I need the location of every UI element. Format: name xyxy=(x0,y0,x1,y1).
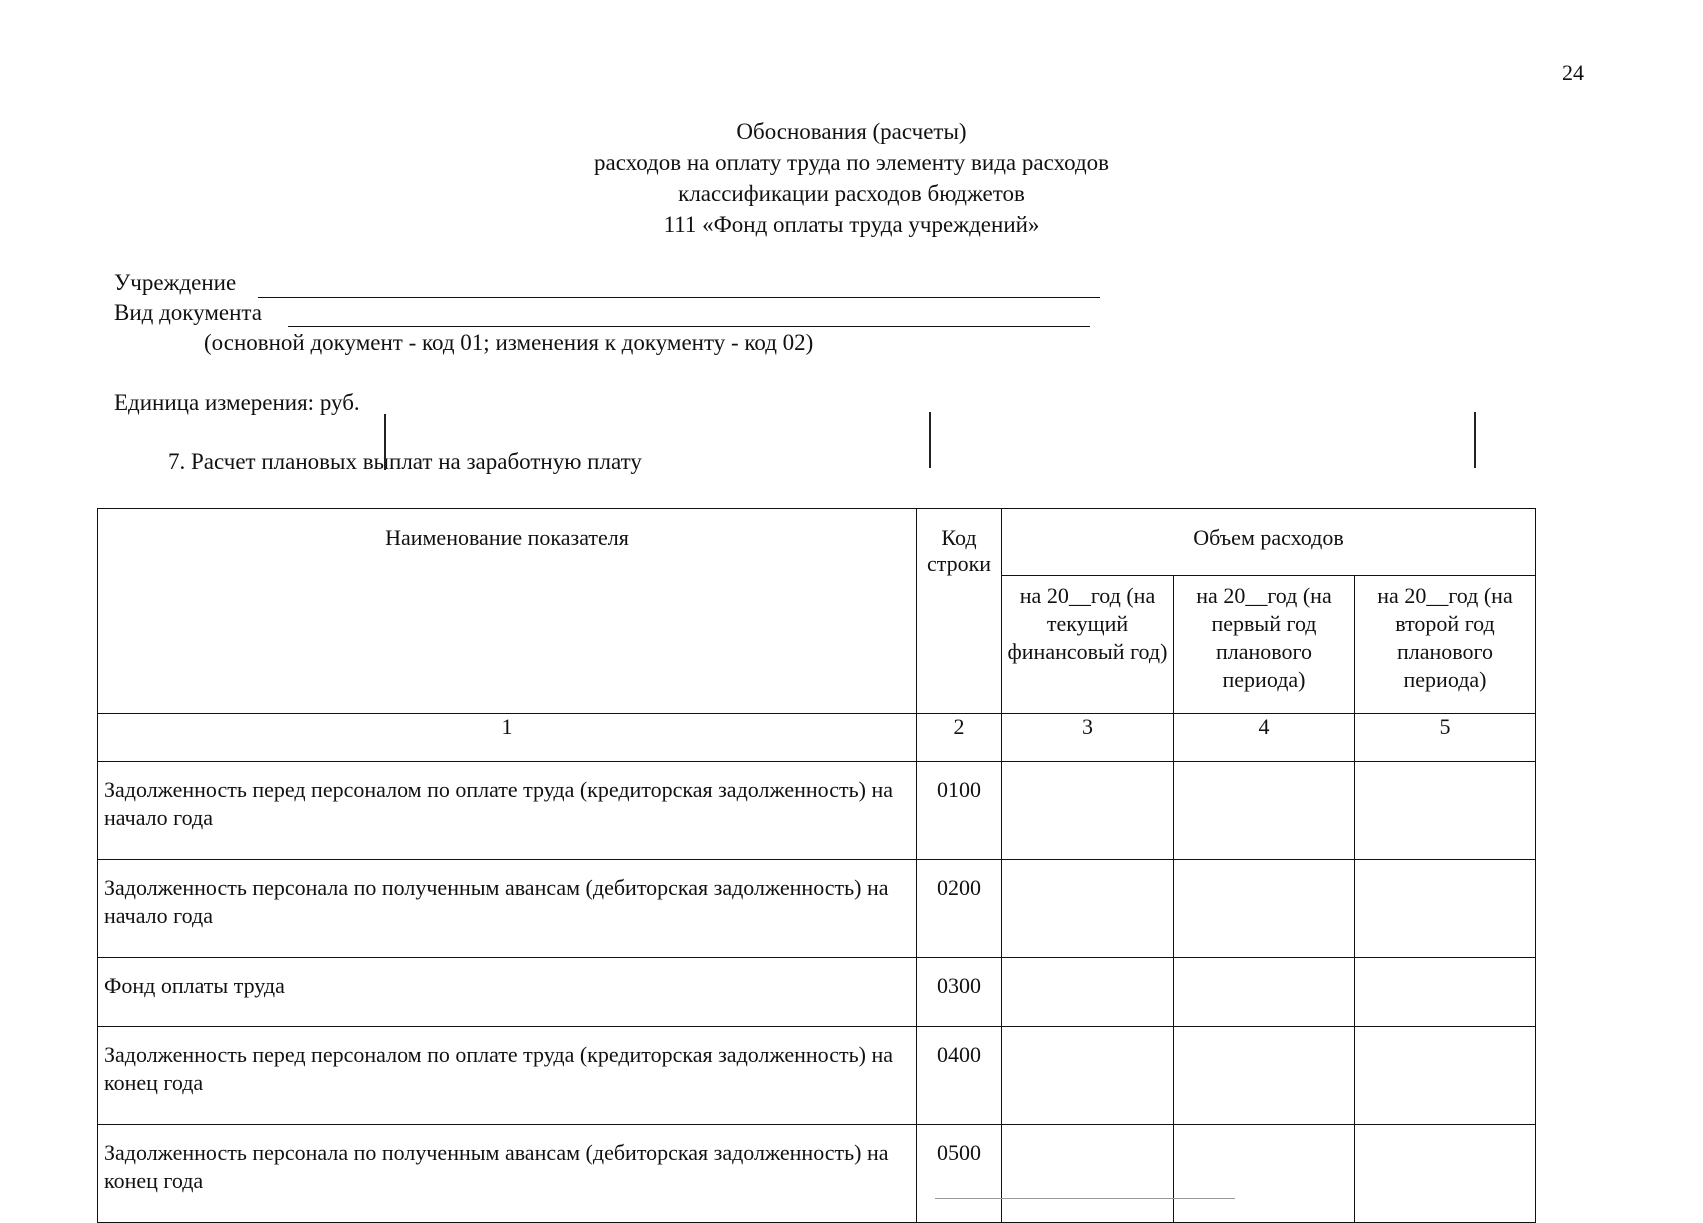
row-name: Задолженность перед персоналом по оплате труда (кредиторская задолженность) на конец года xyxy=(98,1027,917,1125)
scan-edge-line xyxy=(935,1198,1235,1199)
row-value-first-plan-year[interactable] xyxy=(1174,1027,1355,1125)
row-name: Задолженность перед персоналом по оплате труда (кредиторская задолженность) на начало года xyxy=(98,762,917,860)
row-value-second-plan-year[interactable] xyxy=(1355,860,1536,958)
row-name: Фонд оплаты труда xyxy=(98,958,917,1027)
stray-mark-1 xyxy=(384,414,386,470)
row-value-first-plan-year[interactable] xyxy=(1174,762,1355,860)
row-value-second-plan-year[interactable] xyxy=(1355,1125,1536,1223)
row-value-current-year[interactable] xyxy=(1002,958,1174,1027)
unit-label: Единица измерения: руб. xyxy=(114,390,360,415)
table-row xyxy=(98,1125,1536,1223)
table-row xyxy=(98,860,1536,958)
institution-underline xyxy=(258,297,1100,298)
row-code: 0300 xyxy=(917,958,1002,1027)
row-value-current-year[interactable] xyxy=(1002,1027,1174,1125)
doc-type-label: Вид документа xyxy=(114,300,262,325)
header-col4: на 20__год (на первый год планового периода) xyxy=(1174,576,1355,714)
column-number-2: 2 xyxy=(917,714,1002,762)
row-value-current-year[interactable] xyxy=(1002,1125,1174,1223)
title-line-1: Обоснования (расчеты) xyxy=(736,119,967,144)
expense-table xyxy=(97,508,1536,1223)
header-name: Наименование показателя xyxy=(98,509,917,714)
row-code: 0500 xyxy=(917,1125,1002,1223)
row-name: Задолженность персонала по полученным авансам (дебиторская задолженность) на конец года xyxy=(98,1125,917,1223)
row-value-first-plan-year[interactable] xyxy=(1174,1125,1355,1223)
document-title xyxy=(0,116,1703,240)
row-value-current-year[interactable] xyxy=(1002,762,1174,860)
stray-mark-2 xyxy=(929,412,931,468)
page-number: 24 xyxy=(1562,60,1584,85)
doc-type-note: (основной документ - код 01; изменения к документу - код 02) xyxy=(204,330,814,355)
table-row xyxy=(98,1027,1536,1125)
doc-type-underline xyxy=(288,326,1090,327)
row-value-second-plan-year[interactable] xyxy=(1355,958,1536,1027)
row-value-second-plan-year[interactable] xyxy=(1355,762,1536,860)
table-row xyxy=(98,958,1536,1027)
row-value-current-year[interactable] xyxy=(1002,860,1174,958)
column-number-5: 5 xyxy=(1355,714,1536,762)
row-value-second-plan-year[interactable] xyxy=(1355,1027,1536,1125)
title-line-2: расходов на оплату труда по элементу вида расходов xyxy=(593,150,1110,175)
row-name: Задолженность персонала по полученным авансам (дебиторская задолженность) на начало года xyxy=(98,860,917,958)
title-line-3: классификации расходов бюджетов xyxy=(678,181,1025,206)
column-number-4: 4 xyxy=(1174,714,1355,762)
row-value-first-plan-year[interactable] xyxy=(1174,958,1355,1027)
institution-label: Учреждение xyxy=(114,270,237,295)
row-code: 0100 xyxy=(917,762,1002,860)
section-title: 7. Расчет плановых выплат на заработную плату xyxy=(168,449,642,474)
column-number-3: 3 xyxy=(1002,714,1174,762)
title-line-4: 111 «Фонд оплаты труда учреждений» xyxy=(663,212,1040,237)
row-code: 0400 xyxy=(917,1027,1002,1125)
column-number-1: 1 xyxy=(98,714,917,762)
header-col3: на 20__год (на текущий финансовый год) xyxy=(1002,576,1174,714)
table-row xyxy=(98,762,1536,860)
header-code: Код строки xyxy=(917,509,1002,714)
stray-mark-3 xyxy=(1474,412,1476,468)
row-code: 0200 xyxy=(917,860,1002,958)
header-col5: на 20__год (на второй год планового периода) xyxy=(1355,576,1536,714)
header-volume: Объем расходов xyxy=(1002,509,1536,576)
row-value-first-plan-year[interactable] xyxy=(1174,860,1355,958)
